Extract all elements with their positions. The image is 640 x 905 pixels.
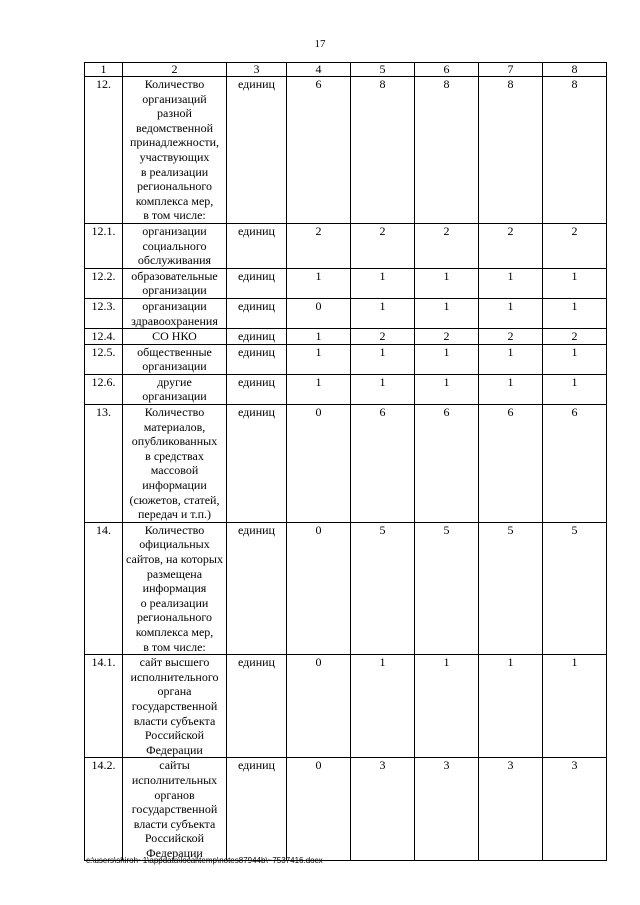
row-number-cell: 12.3.: [85, 298, 123, 328]
unit-cell: единиц: [227, 522, 287, 654]
table-row: [85, 655, 607, 758]
indicator-name-cell: СО НКО: [123, 329, 227, 345]
unit-cell: единиц: [227, 655, 287, 758]
row-number-cell: 14.2.: [85, 758, 123, 861]
value-cell: 1: [351, 655, 415, 758]
value-cell: 1: [415, 298, 479, 328]
table-header-row: [85, 63, 607, 77]
row-number-cell: 12.2.: [85, 268, 123, 298]
table-row: [85, 329, 607, 345]
row-number-cell: 12.1.: [85, 223, 123, 268]
value-cell: 6: [415, 405, 479, 523]
value-cell: 2: [351, 329, 415, 345]
document-file-path: c:\users\shiroh~1\appdata\local\temp\notes87944b\~7537416.docx: [86, 856, 323, 865]
table-row: [85, 522, 607, 654]
value-cell: 1: [543, 268, 607, 298]
value-cell: 1: [479, 344, 543, 374]
value-cell: 8: [479, 77, 543, 224]
value-cell: 1: [543, 344, 607, 374]
value-cell: 1: [351, 344, 415, 374]
unit-cell: единиц: [227, 298, 287, 328]
value-cell: 5: [351, 522, 415, 654]
value-cell: 6: [287, 77, 351, 224]
unit-cell: единиц: [227, 405, 287, 523]
value-cell: 1: [479, 298, 543, 328]
value-cell: 5: [479, 522, 543, 654]
row-number-cell: 14.: [85, 522, 123, 654]
table-row: [85, 77, 607, 224]
header-cell: 7: [479, 63, 543, 77]
header-cell: 2: [123, 63, 227, 77]
indicator-name-cell: другие организации: [123, 374, 227, 404]
unit-cell: единиц: [227, 268, 287, 298]
indicator-name-cell: сайты исполнительных органов государственной власти субъекта Российской Федерации: [123, 758, 227, 861]
value-cell: 6: [351, 405, 415, 523]
value-cell: 1: [415, 268, 479, 298]
value-cell: 1: [287, 268, 351, 298]
header-cell: 8: [543, 63, 607, 77]
value-cell: 2: [415, 329, 479, 345]
table-row: [85, 223, 607, 268]
indicator-name-cell: образовательные организации: [123, 268, 227, 298]
value-cell: 5: [543, 522, 607, 654]
table-row: [85, 405, 607, 523]
value-cell: 8: [351, 77, 415, 224]
row-number-cell: 13.: [85, 405, 123, 523]
value-cell: 2: [479, 329, 543, 345]
value-cell: 2: [479, 223, 543, 268]
header-cell: 4: [287, 63, 351, 77]
table-row: [85, 298, 607, 328]
value-cell: 2: [543, 329, 607, 345]
value-cell: 2: [543, 223, 607, 268]
value-cell: 0: [287, 655, 351, 758]
value-cell: 1: [479, 655, 543, 758]
value-cell: 1: [287, 344, 351, 374]
table-row: [85, 758, 607, 861]
value-cell: 1: [415, 344, 479, 374]
row-number-cell: 12.6.: [85, 374, 123, 404]
indicator-name-cell: общественные организации: [123, 344, 227, 374]
value-cell: 3: [415, 758, 479, 861]
unit-cell: единиц: [227, 344, 287, 374]
row-number-cell: 12.4.: [85, 329, 123, 345]
value-cell: 1: [479, 268, 543, 298]
header-cell: 1: [85, 63, 123, 77]
value-cell: 2: [287, 223, 351, 268]
value-cell: 1: [287, 329, 351, 345]
value-cell: 1: [287, 374, 351, 404]
indicators-table: [84, 62, 607, 861]
indicator-name-cell: организации социального обслуживания: [123, 223, 227, 268]
indicator-name-cell: организации здравоохранения: [123, 298, 227, 328]
unit-cell: единиц: [227, 374, 287, 404]
indicator-name-cell: Количество официальных сайтов, на которых размещена информация о реализации регионального комплекса мер, в том числе:: [123, 522, 227, 654]
table-row: [85, 344, 607, 374]
value-cell: 6: [479, 405, 543, 523]
unit-cell: единиц: [227, 758, 287, 861]
indicator-name-cell: Количество организаций разной ведомственной принадлежности, участвующих в реализации регионального комплекса мер, в том числе:: [123, 77, 227, 224]
value-cell: 5: [415, 522, 479, 654]
value-cell: 1: [543, 298, 607, 328]
header-cell: 5: [351, 63, 415, 77]
value-cell: 1: [351, 298, 415, 328]
value-cell: 6: [543, 405, 607, 523]
value-cell: 1: [415, 374, 479, 404]
unit-cell: единиц: [227, 77, 287, 224]
header-cell: 3: [227, 63, 287, 77]
row-number-cell: 12.: [85, 77, 123, 224]
value-cell: 2: [351, 223, 415, 268]
value-cell: 3: [479, 758, 543, 861]
value-cell: 1: [543, 374, 607, 404]
row-number-cell: 12.5.: [85, 344, 123, 374]
indicator-name-cell: Количество материалов, опубликованных в средствах массовой информации (сюжетов, статей, передач и т.п.): [123, 405, 227, 523]
value-cell: 8: [543, 77, 607, 224]
value-cell: 8: [415, 77, 479, 224]
row-number-cell: 14.1.: [85, 655, 123, 758]
table-row: [85, 268, 607, 298]
value-cell: 1: [351, 374, 415, 404]
value-cell: 0: [287, 758, 351, 861]
value-cell: 1: [415, 655, 479, 758]
value-cell: 1: [479, 374, 543, 404]
value-cell: 0: [287, 522, 351, 654]
value-cell: 3: [351, 758, 415, 861]
page-number: 17: [314, 38, 326, 50]
value-cell: 3: [543, 758, 607, 861]
unit-cell: единиц: [227, 223, 287, 268]
value-cell: 0: [287, 405, 351, 523]
value-cell: 0: [287, 298, 351, 328]
value-cell: 2: [415, 223, 479, 268]
value-cell: 1: [543, 655, 607, 758]
unit-cell: единиц: [227, 329, 287, 345]
header-cell: 6: [415, 63, 479, 77]
value-cell: 1: [351, 268, 415, 298]
table-row: [85, 374, 607, 404]
indicator-name-cell: сайт высшего исполнительного органа государственной власти субъекта Российской Федерации: [123, 655, 227, 758]
